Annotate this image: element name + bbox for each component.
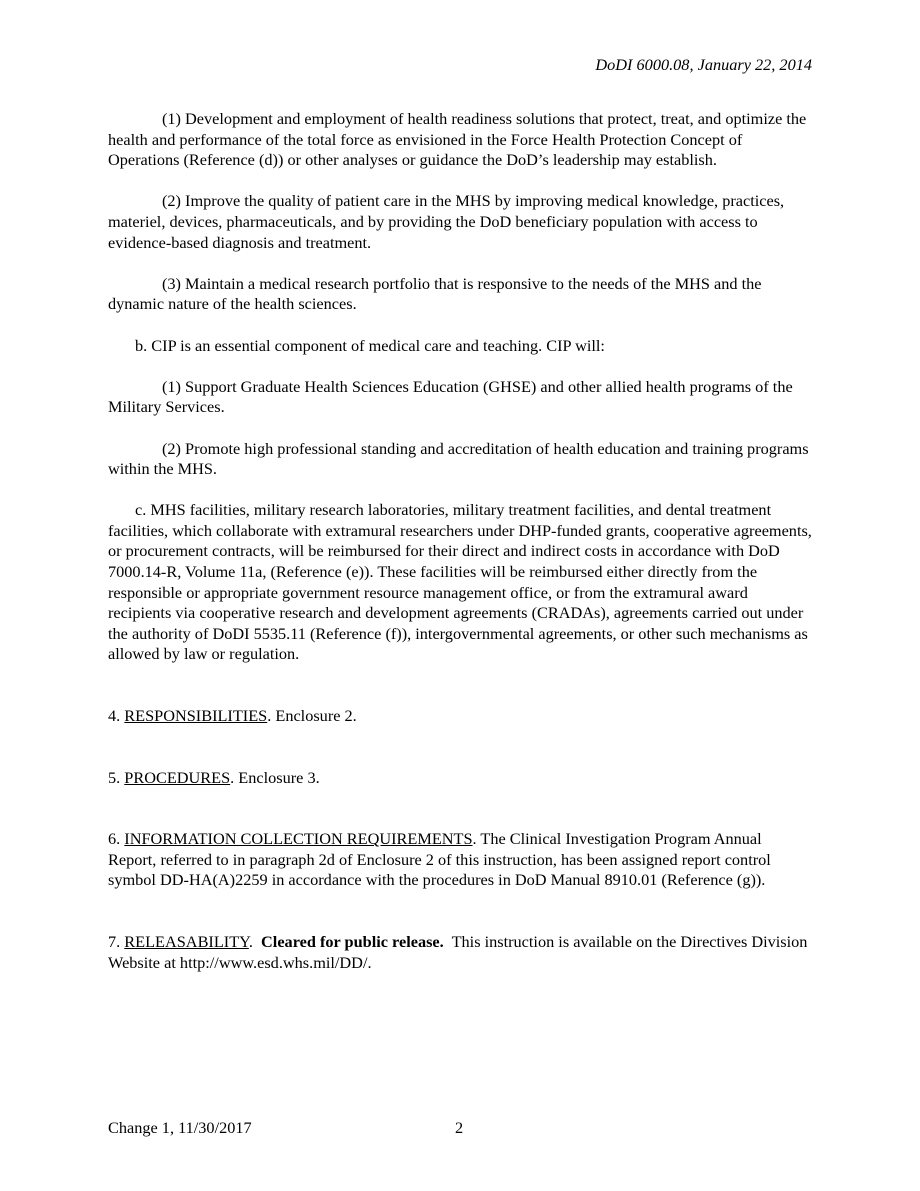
section-7-bold-text: Cleared for public release. <box>261 932 444 951</box>
section-7-releasability <box>108 932 814 973</box>
section-5-procedures <box>108 768 814 789</box>
section-5-text: . Enclosure 3. <box>230 767 320 787</box>
section-4-text: . Enclosure 2. <box>267 706 357 726</box>
section-7-number: 7. <box>108 932 121 951</box>
section-4-title: RESPONSIBILITIES <box>124 706 268 726</box>
footer-page-number: 2 <box>455 1118 464 1137</box>
section-6-number: 6. <box>108 829 121 849</box>
section-6-information-collection <box>108 829 814 891</box>
paragraph-b2: (2) Promote high professional standing and accreditation of health education and training programs within the MHS. <box>108 438 809 479</box>
paragraph-b1: (1) Support Graduate Health Sciences Education (GHSE) and other allied health programs of the Military Services. <box>108 376 793 417</box>
document-reference-header: DoDI 6000.08, January 22, 2014 <box>595 55 812 74</box>
section-4-number: 4. <box>108 706 121 726</box>
footer-change-notice: Change 1, 11/30/2017 <box>108 1118 252 1137</box>
section-7-separator: . <box>248 932 262 951</box>
section-6-title: INFORMATION COLLECTION REQUIREMENTS <box>124 829 473 849</box>
paragraph-b: b. CIP is an essential component of medical care and teaching. CIP will: <box>135 335 605 355</box>
section-4-responsibilities <box>108 706 814 727</box>
paragraph-c: c. MHS facilities, military research laboratories, military treatment facilities, and dental treatment facilities, which collaborate with extramural researchers under DHP-funded grants, cooperative agreements, or procurement contracts, will be reimbursed for their direct and indirect costs in accordance with DoD 7000.14-R, Volume 11a, (Reference (e)). These facilities will be reimbursed either directly from the responsible or appropriate government resource management office, or from the extramural award recipients via cooperative research and development agreements (CRADAs), agreements carried out under the authority of DoDI 5535.11 (Reference (f)), intergovernmental agreements, or other such mechanisms as allowed by law or regulation. <box>108 500 812 664</box>
document-body <box>108 109 814 973</box>
paragraph-a1: (1) Development and employment of health readiness solutions that protect, treat, and optimize the health and performance of the total force as envisioned in the Force Health Protection Concept of Operations (Reference (d)) or other analyses or guidance the DoD’s leadership may establish. <box>108 109 807 170</box>
paragraph-a2: (2) Improve the quality of patient care in the MHS by improving medical knowledge, practices, materiel, devices, pharmaceuticals, and by providing the DoD beneficiary population with access to evidence-based diagnosis and treatment. <box>108 191 785 252</box>
section-6-text: . The Clinical Investigation Program Annual Report, referred to in paragraph 2d of Enclosure 2 of this instruction, has been assigned report control symbol DD-HA(A)2259 in accordance with the procedures in DoD Manual 8910.01 (Reference (g)). <box>108 829 771 890</box>
section-5-title: PROCEDURES <box>124 767 231 787</box>
section-5-number: 5. <box>108 767 121 787</box>
paragraph-a3: (3) Maintain a medical research portfolio that is responsive to the needs of the MHS and the dynamic nature of the health sciences. <box>108 273 762 314</box>
section-7-title: RELEASABILITY <box>124 932 249 951</box>
section-7-text: This instruction is available on the Directives Division Website at http://www.esd.whs.mil/DD/. <box>108 932 812 972</box>
